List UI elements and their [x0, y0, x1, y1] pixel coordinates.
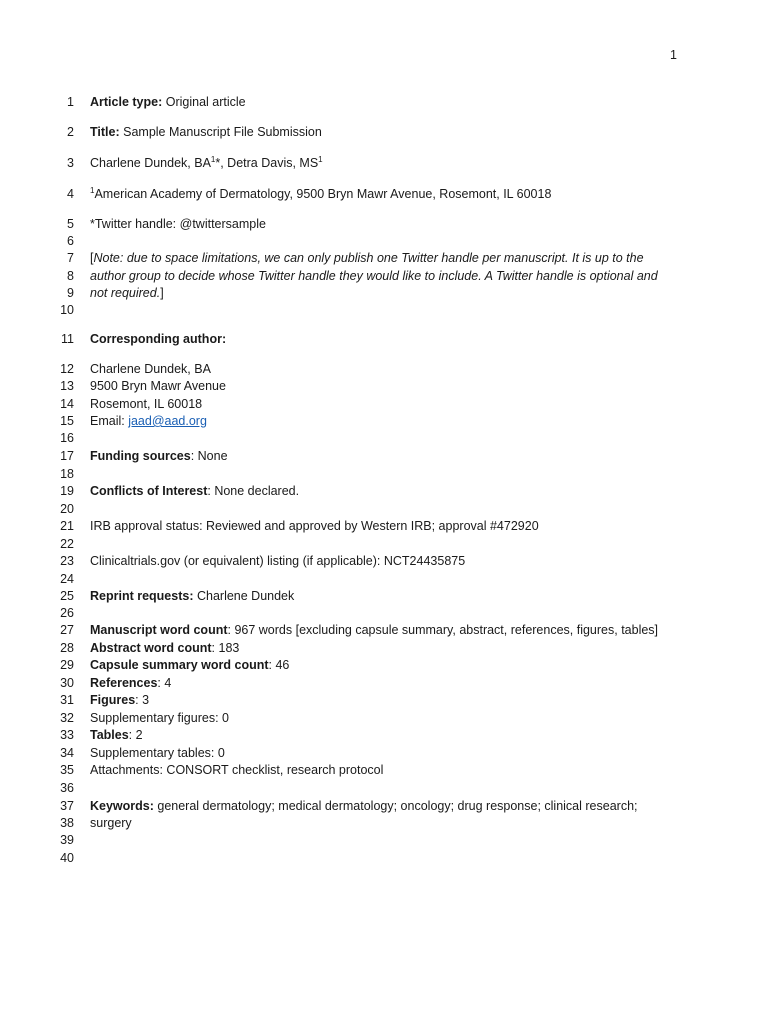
line-number: 12 [60, 362, 74, 376]
note-text-1: Note: due to space limitations, we can only publish one Twitter handle per manuscript. It is up to the [93, 251, 644, 265]
line-number: 39 [60, 833, 74, 847]
tables-value: : 2 [128, 728, 143, 742]
abstract-word-count-label: Abstract word count [90, 641, 212, 655]
manuscript-word-count-label: Manuscript word count [90, 623, 228, 637]
line-number: 20 [60, 502, 74, 516]
line-number: 10 [60, 303, 74, 317]
line-number: 24 [60, 572, 74, 586]
conflicts-label: Conflicts of Interest [90, 484, 208, 498]
note-line-3 [90, 285, 690, 301]
capsule-word-count-line [90, 657, 690, 673]
line-number: 2 [67, 125, 74, 139]
line-number: 6 [67, 234, 74, 248]
author-1-affiliation-mark: 1 [210, 155, 216, 164]
note-open-bracket: [ [90, 251, 94, 265]
line-number: 23 [60, 554, 74, 568]
line-number: 29 [60, 658, 74, 672]
corresponding-city: Rosemont, IL 60018 [90, 397, 203, 411]
article-type-value: Original article [162, 95, 246, 109]
line-number: 35 [60, 763, 74, 777]
funding-value: : None [190, 449, 228, 463]
author-1: Charlene Dundek, BA [90, 156, 211, 170]
tables-line [90, 727, 690, 743]
line-number: 3 [67, 156, 74, 170]
line-number: 37 [60, 799, 74, 813]
author-2-affiliation-mark: 1 [318, 155, 323, 164]
line-number: 17 [60, 449, 74, 463]
note-line-1 [90, 250, 690, 266]
line-number: 32 [60, 711, 74, 725]
tables-label: Tables [90, 728, 129, 742]
note-close-bracket: ] [160, 286, 164, 300]
line-number: 15 [60, 414, 74, 428]
line-number: 36 [60, 781, 74, 795]
keywords-line-1 [90, 798, 690, 814]
affiliation-mark: 1 [90, 186, 95, 195]
line-number: 5 [67, 217, 74, 231]
affiliation-text: American Academy of Dermatology, 9500 Bryn Mawr Avenue, Rosemont, IL 60018 [94, 187, 552, 201]
line-number: 8 [67, 269, 74, 283]
corresponding-mark: *, [215, 156, 228, 170]
irb-line: IRB approval status: Reviewed and approved by Western IRB; approval #472920 [90, 519, 539, 533]
corresponding-street: 9500 Bryn Mawr Avenue [90, 379, 226, 393]
figures-value: : 3 [135, 693, 150, 707]
note-line-2: author group to decide whose Twitter handle they would like to include. A Twitter handle is optional and [90, 269, 658, 283]
authors-line [90, 155, 690, 171]
attachments-line: Attachments: CONSORT checklist, research protocol [90, 763, 384, 777]
supplementary-tables-line: Supplementary tables: 0 [90, 746, 225, 760]
twitter-handle: *Twitter handle: @twittersample [90, 217, 266, 231]
title-line [90, 124, 690, 140]
funding-line [90, 448, 690, 464]
page-number: 1 [670, 48, 677, 62]
title-value: Sample Manuscript File Submission [119, 125, 322, 139]
capsule-word-count-value: : 46 [268, 658, 290, 672]
line-number: 25 [60, 589, 74, 603]
abstract-word-count-value: : 183 [211, 641, 240, 655]
corresponding-name: Charlene Dundek, BA [90, 362, 211, 376]
article-type-line [90, 94, 690, 110]
line-number: 30 [60, 676, 74, 690]
funding-label: Funding sources [90, 449, 191, 463]
line-number: 38 [60, 816, 74, 830]
article-type-label: Article type: [90, 95, 163, 109]
references-value: : 4 [157, 676, 172, 690]
corresponding-author-heading: Corresponding author: [90, 332, 227, 346]
line-number: 26 [60, 606, 74, 620]
line-number: 19 [60, 484, 74, 498]
figures-line [90, 692, 690, 708]
email-label: Email: [90, 414, 129, 428]
reprint-label: Reprint requests: [90, 589, 194, 603]
keywords-line-2: surgery [90, 816, 132, 830]
line-number: 31 [60, 693, 74, 707]
manuscript-word-count-value: : 967 words [excluding capsule summary, abstract, references, figures, tables] [227, 623, 659, 637]
line-number: 4 [67, 187, 74, 201]
line-number: 34 [60, 746, 74, 760]
line-number: 28 [60, 641, 74, 655]
reprint-value: Charlene Dundek [193, 589, 295, 603]
manuscript-word-count-line [90, 622, 690, 638]
clinicaltrials-line: Clinicaltrials.gov (or equivalent) listing (if applicable): NCT24435875 [90, 554, 466, 568]
keywords-label: Keywords: [90, 799, 154, 813]
abstract-word-count-line [90, 640, 690, 656]
note-text-3: not required. [90, 286, 161, 300]
line-number: 7 [67, 251, 74, 265]
line-number: 21 [60, 519, 74, 533]
email-link[interactable]: jaad@aad.org [128, 414, 207, 428]
reprint-line [90, 588, 690, 604]
conflicts-value: : None declared. [207, 484, 300, 498]
supplementary-figures-line: Supplementary figures: 0 [90, 711, 229, 725]
references-label: References [90, 676, 158, 690]
corresponding-email-line [90, 413, 690, 429]
line-number: 1 [67, 95, 74, 109]
line-number: 18 [60, 467, 74, 481]
line-number: 22 [60, 537, 74, 551]
line-number: 40 [60, 851, 74, 865]
line-number: 33 [60, 728, 74, 742]
affiliation-line [90, 186, 690, 202]
conflicts-line [90, 483, 690, 499]
line-number: 13 [60, 379, 74, 393]
author-2: Detra Davis, MS [227, 156, 319, 170]
capsule-word-count-label: Capsule summary word count [90, 658, 269, 672]
keywords-text-1: general dermatology; medical dermatology; oncology; drug response; clinical research; [153, 799, 638, 813]
line-number: 16 [60, 431, 74, 445]
line-number: 27 [60, 623, 74, 637]
figures-label: Figures [90, 693, 136, 707]
references-line [90, 675, 690, 691]
line-number: 11 [61, 332, 74, 346]
title-label: Title: [90, 125, 120, 139]
line-number: 9 [67, 286, 74, 300]
line-number: 14 [60, 397, 74, 411]
